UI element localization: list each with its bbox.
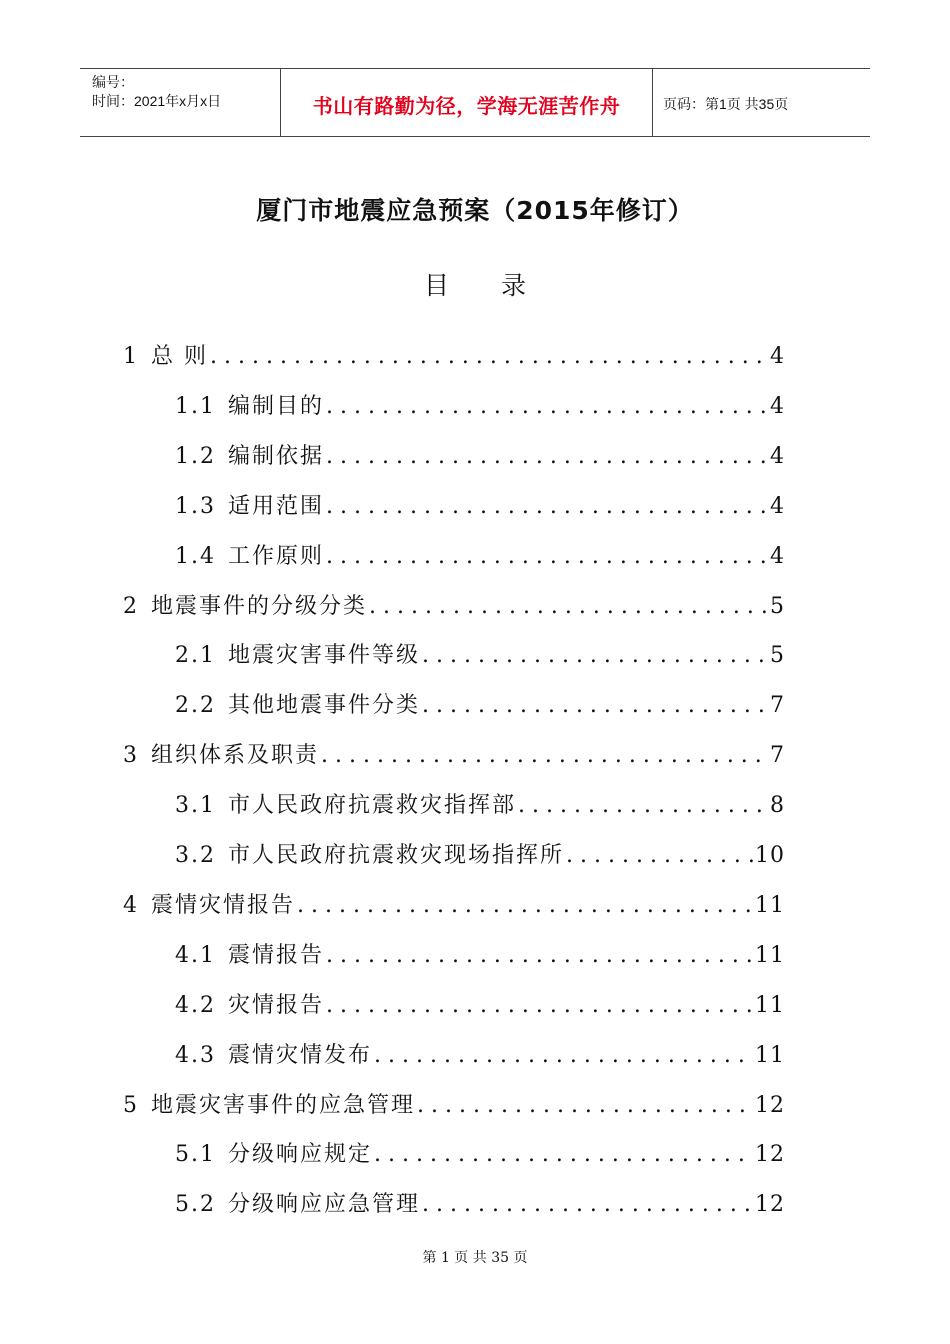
toc-entry-number: 4.1 — [175, 942, 216, 968]
toc-entry[interactable] — [175, 936, 785, 976]
toc-dot-leader — [422, 1185, 753, 1225]
toc-heading — [0, 266, 950, 302]
toc-entry-number: 5 — [123, 1092, 139, 1118]
toc-entry-page: 11 — [755, 942, 785, 968]
toc-entry[interactable] — [175, 1036, 785, 1076]
toc-dot-leader — [422, 686, 768, 726]
toc-entry-number: 2.1 — [175, 643, 216, 669]
toc-dot-leader — [326, 986, 753, 1026]
header-motto-cell — [281, 69, 653, 136]
toc-entry-page: 4 — [770, 493, 785, 519]
toc-entry-label: 分级响应应急管理 — [228, 1192, 421, 1218]
toc-dot-leader — [326, 437, 768, 477]
toc-dot-leader — [566, 836, 753, 876]
toc-entry[interactable] — [175, 836, 785, 876]
toc-entry-label: 震情报告 — [228, 942, 325, 968]
toc-dot-leader — [297, 886, 753, 926]
toc-entry-page: 4 — [770, 443, 785, 469]
toc-entry-number: 3.2 — [175, 843, 216, 868]
toc-entry-number: 1.1 — [175, 393, 216, 419]
header-number-label: 编号： — [92, 74, 134, 90]
toc-entry-page: 5 — [770, 593, 785, 619]
toc-entry-number: 4.3 — [175, 1042, 216, 1068]
toc-entry-label: 地震灾害事件等级 — [228, 643, 421, 669]
page-header — [80, 68, 870, 137]
toc-entry-number: 4 — [123, 892, 139, 918]
header-page-info-cell — [653, 69, 870, 136]
toc-dot-leader — [374, 1135, 753, 1175]
toc-dot-leader — [369, 587, 768, 627]
header-page-info: 页码：第1页 共35页 — [663, 95, 789, 112]
toc-entry-page: 11 — [755, 892, 785, 918]
toc-entry-page: 11 — [755, 992, 785, 1018]
toc-entry-page: 11 — [755, 1042, 785, 1068]
toc-entry-number: 3 — [123, 743, 139, 769]
toc-dot-leader — [326, 387, 768, 427]
toc-entry-label: 编制依据 — [228, 443, 325, 469]
toc-entry[interactable] — [123, 736, 785, 776]
toc-heading-right: 录 — [501, 271, 527, 300]
toc-entry-label: 震情灾情报告 — [151, 892, 296, 918]
toc-entry-number: 5.2 — [175, 1192, 216, 1218]
toc-entry[interactable] — [175, 636, 785, 676]
toc-entry-label: 组织体系及职责 — [151, 743, 320, 769]
toc-entry-page: 7 — [770, 743, 785, 769]
page-footer: 第 1 页 共 35 页 — [422, 1250, 528, 1266]
toc-entry-number: 2 — [123, 593, 139, 619]
header-motto: 书山有路勤为径，学海无涯苦作舟 — [312, 94, 621, 118]
toc-entry-number: 4.2 — [175, 992, 216, 1018]
toc-dot-leader — [326, 487, 768, 527]
toc-entry-page: 12 — [755, 1142, 785, 1168]
toc-dot-leader — [417, 1086, 753, 1126]
toc-entry-label: 工作原则 — [228, 543, 325, 569]
toc-entry[interactable] — [175, 487, 785, 527]
toc-entry-page: 7 — [770, 693, 785, 719]
toc-entry-page: 12 — [755, 1192, 785, 1218]
toc-entry[interactable] — [175, 786, 785, 826]
document-title: 厦门市地震应急预案（2015年修订） — [256, 196, 694, 225]
toc-entry-label: 其他地震事件分类 — [228, 693, 421, 719]
toc-entry-number: 1.2 — [175, 443, 216, 469]
toc-entry[interactable] — [123, 587, 785, 627]
toc-entry-label: 分级响应规定 — [228, 1142, 373, 1168]
toc-entry-page: 12 — [755, 1092, 785, 1118]
toc-entry-page: 10 — [755, 843, 785, 868]
toc-entry-page: 8 — [770, 793, 785, 819]
toc-entry-label: 灾情报告 — [228, 992, 325, 1018]
toc-entry[interactable] — [175, 1135, 785, 1175]
toc-entry-label: 市人民政府抗震救灾现场指挥所 — [228, 843, 565, 868]
toc-dot-leader — [374, 1036, 753, 1076]
toc-entry-label: 编制目的 — [228, 393, 325, 419]
toc-entry-label: 地震事件的分级分类 — [151, 593, 368, 619]
toc-entry-label: 震情灾情发布 — [228, 1042, 373, 1068]
toc-dot-leader — [326, 537, 768, 577]
toc-entry-number: 1.4 — [175, 543, 216, 569]
toc-entry[interactable] — [175, 537, 785, 577]
toc-entry-number: 1.3 — [175, 493, 216, 519]
header-meta — [80, 69, 281, 136]
toc-entry-number: 1 — [123, 344, 139, 369]
toc-entry-page: 4 — [770, 543, 785, 569]
toc-entry-page: 4 — [770, 393, 785, 419]
header-time-label: 时间：2021年x月x日 — [92, 93, 222, 109]
toc-entry[interactable] — [123, 337, 785, 377]
toc-entry[interactable] — [175, 686, 785, 726]
toc-heading-left: 目 — [423, 271, 449, 300]
toc-entry[interactable] — [175, 1185, 785, 1225]
toc-dot-leader — [326, 936, 753, 976]
toc-entry-page: 5 — [770, 643, 785, 669]
toc-dot-leader — [321, 736, 768, 776]
toc-entry-label: 市人民政府抗震救灾指挥部 — [228, 793, 517, 819]
toc-entry[interactable] — [175, 986, 785, 1026]
toc-entry[interactable] — [123, 1086, 785, 1126]
toc-entry-number: 3.1 — [175, 793, 216, 819]
toc-entry-number: 2.2 — [175, 693, 216, 719]
toc-entry-label: 地震灾害事件的应急管理 — [151, 1092, 416, 1118]
toc-dot-leader — [422, 636, 768, 676]
toc-entry[interactable] — [175, 387, 785, 427]
toc-entry-number: 5.1 — [175, 1142, 216, 1168]
toc-entry[interactable] — [123, 886, 785, 926]
toc-entry-label: 总 则 — [151, 344, 208, 369]
toc-entry[interactable] — [175, 437, 785, 477]
toc-dot-leader — [210, 337, 768, 377]
toc-entry-page: 4 — [770, 344, 785, 369]
toc-dot-leader — [518, 786, 768, 826]
toc-entry-label: 适用范围 — [228, 493, 325, 519]
